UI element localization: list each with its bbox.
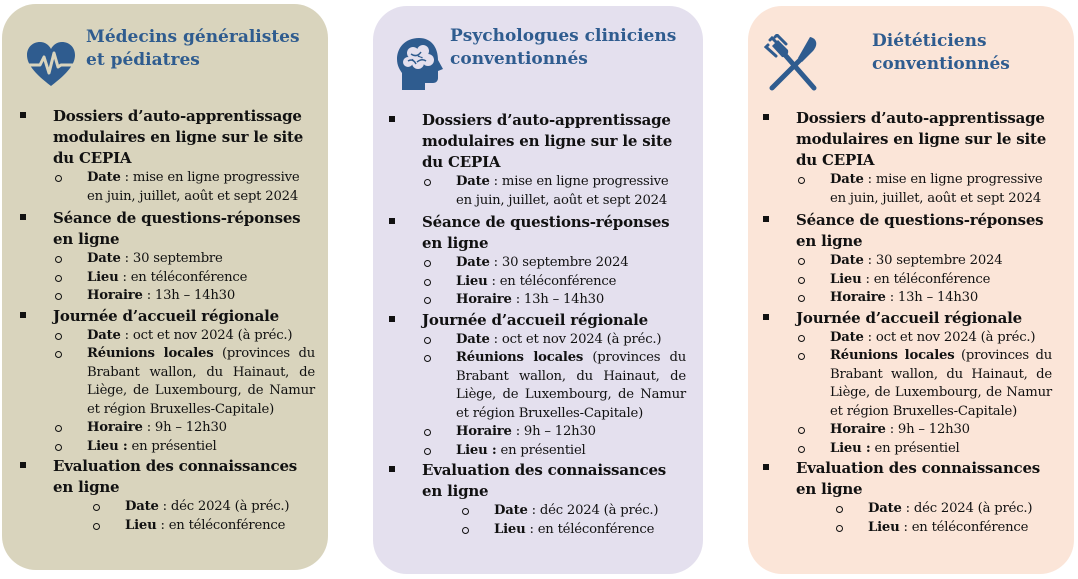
sub-value: en présentiel xyxy=(496,442,586,458)
item-title: Dossiers d’auto-apprentissage modulaires en ligne sur le site du CEPIA xyxy=(796,109,1047,169)
square-bullet-icon xyxy=(389,466,395,472)
circle-bullet-icon xyxy=(93,504,100,511)
circle-bullet-icon xyxy=(55,333,62,340)
sub-key: Date xyxy=(456,255,490,270)
sub-item xyxy=(422,273,686,292)
heart-pulse-icon xyxy=(24,38,78,92)
sub-value: : oct et nov 2024 (à préc.) xyxy=(120,327,293,343)
sub-value: : 13h – 14h30 xyxy=(511,292,605,307)
sub-item xyxy=(422,502,686,521)
sub-value: : en téléconférence xyxy=(525,521,655,537)
square-bullet-icon xyxy=(20,112,26,118)
square-bullet-icon xyxy=(20,312,26,318)
list-item xyxy=(53,306,315,327)
sub-key: Horaire xyxy=(456,424,512,439)
item-title: Evaluation des connaissances en ligne xyxy=(53,457,298,496)
sub-value: : 13h – 14h30 xyxy=(142,288,236,303)
sub-item xyxy=(53,269,315,288)
sub-item xyxy=(796,271,1052,290)
circle-bullet-icon xyxy=(462,527,469,534)
sub-key: Lieu xyxy=(125,517,157,533)
list-item xyxy=(53,208,315,250)
sub-item xyxy=(422,349,686,423)
sub-value: : 30 septembre 2024 xyxy=(863,253,1003,268)
square-bullet-icon xyxy=(389,218,395,224)
circle-bullet-icon xyxy=(424,355,431,362)
square-bullet-icon xyxy=(763,464,769,470)
sub-item xyxy=(796,519,1052,538)
sub-key: Réunions locales xyxy=(87,346,214,361)
sub-key: Lieu xyxy=(456,273,488,289)
square-bullet-icon xyxy=(763,314,769,320)
circle-bullet-icon xyxy=(55,175,62,182)
brain-head-icon xyxy=(393,36,447,90)
sub-item xyxy=(53,327,315,346)
circle-bullet-icon xyxy=(55,275,62,282)
circle-bullet-icon xyxy=(798,258,805,265)
card-header xyxy=(2,4,328,94)
circle-bullet-icon xyxy=(798,177,805,184)
card-medecins xyxy=(2,4,328,570)
sub-key: Lieu : xyxy=(456,442,497,458)
item-title: Evaluation des connaissances en ligne xyxy=(796,459,1041,498)
sub-value: : en téléconférence xyxy=(899,519,1029,535)
sub-key: Date xyxy=(494,503,528,518)
circle-bullet-icon xyxy=(424,448,431,455)
sub-item xyxy=(796,421,1052,440)
sub-key: Réunions locales xyxy=(456,350,584,365)
sub-value: : 9h – 12h30 xyxy=(142,420,227,435)
sub-key: Date xyxy=(456,174,490,189)
item-title: Dossiers d’auto-apprentissage modulaires en ligne sur le site du CEPIA xyxy=(53,107,304,167)
sub-value: (provinces du Brabant wallon, du Hainaut, de Liège, de Luxembourg, de Namur et région Bruxelles-Capitale) xyxy=(456,350,686,421)
sub-value: : déc 2024 (à préc.) xyxy=(901,501,1033,516)
list-item xyxy=(422,212,686,254)
circle-bullet-icon xyxy=(424,279,431,286)
sub-item xyxy=(422,254,686,273)
sub-value: : 9h – 12h30 xyxy=(511,424,596,439)
sub-value: : 13h – 14h30 xyxy=(885,290,979,305)
sub-item xyxy=(796,500,1052,519)
circle-bullet-icon xyxy=(462,508,469,515)
list-item xyxy=(796,210,1052,252)
sub-key: Horaire xyxy=(830,290,886,305)
sub-item xyxy=(796,289,1052,308)
sub-item xyxy=(796,347,1052,421)
sub-key: Horaire xyxy=(830,422,886,437)
list-item xyxy=(422,110,686,173)
sub-value: : en téléconférence xyxy=(118,269,248,285)
sub-item xyxy=(53,438,315,457)
sub-value: : en téléconférence xyxy=(861,271,991,287)
sub-value: : 9h – 12h30 xyxy=(885,422,970,437)
card-body xyxy=(796,108,1052,537)
card-body xyxy=(422,110,686,539)
card-title: Médecins généralistes et pédiatres xyxy=(86,27,300,70)
list-item xyxy=(53,106,315,169)
circle-bullet-icon xyxy=(836,525,843,532)
sub-key: Lieu xyxy=(868,519,900,535)
sub-value: (provinces du Brabant wallon, du Hainaut, de Liège, de Luxembourg, de Namur et région Bruxelles-Capitale) xyxy=(830,348,1052,419)
circle-bullet-icon xyxy=(424,297,431,304)
circle-bullet-icon xyxy=(798,295,805,302)
sub-value: : en téléconférence xyxy=(156,517,286,533)
circle-bullet-icon xyxy=(798,277,805,284)
sub-item xyxy=(53,498,315,517)
sub-key: Date xyxy=(87,327,121,343)
item-title: Dossiers d’auto-apprentissage modulaires en ligne sur le site du CEPIA xyxy=(422,111,673,171)
sub-item xyxy=(422,423,686,442)
sub-item xyxy=(53,169,315,206)
square-bullet-icon xyxy=(389,116,395,122)
circle-bullet-icon xyxy=(424,260,431,267)
list-item xyxy=(422,460,686,502)
sub-item xyxy=(422,442,686,461)
sub-item xyxy=(422,291,686,310)
sub-value: : mise en ligne progressive en juin, juillet, août et sept 2024 xyxy=(456,174,669,208)
sub-key: Date xyxy=(830,329,864,345)
circle-bullet-icon xyxy=(55,351,62,358)
list-item xyxy=(796,308,1052,329)
sub-key: Lieu xyxy=(494,521,526,537)
circle-bullet-icon xyxy=(424,179,431,186)
item-title: Séance de questions-réponses en ligne xyxy=(53,209,301,248)
sub-key: Lieu : xyxy=(87,438,128,454)
circle-bullet-icon xyxy=(424,429,431,436)
item-title: Journée d’accueil régionale xyxy=(422,310,648,329)
sub-key: Lieu xyxy=(87,269,119,285)
item-title: Séance de questions-réponses en ligne xyxy=(422,213,670,252)
circle-bullet-icon xyxy=(55,293,62,300)
list-item xyxy=(796,458,1052,500)
sub-value: en présentiel xyxy=(127,438,217,454)
square-bullet-icon xyxy=(20,214,26,220)
sub-key: Date xyxy=(830,172,864,187)
sub-key: Réunions locales xyxy=(830,348,955,363)
list-item xyxy=(53,456,315,498)
sub-key: Date xyxy=(868,501,902,516)
sub-value: en présentiel xyxy=(870,440,960,456)
square-bullet-icon xyxy=(763,114,769,120)
item-title: Journée d’accueil régionale xyxy=(53,306,279,325)
sub-key: Lieu : xyxy=(830,440,871,456)
sub-item xyxy=(796,171,1052,208)
sub-item xyxy=(53,517,315,536)
circle-bullet-icon xyxy=(55,425,62,432)
sub-value: : oct et nov 2024 (à préc.) xyxy=(863,329,1036,345)
sub-key: Horaire xyxy=(87,420,143,435)
sub-value: : déc 2024 (à préc.) xyxy=(158,499,290,514)
card-psychologues xyxy=(373,6,703,574)
sub-value: : 30 septembre 2024 xyxy=(489,255,629,270)
sub-value: : en téléconférence xyxy=(487,273,617,289)
sub-item xyxy=(53,250,315,269)
sub-item xyxy=(422,173,686,210)
fork-knife-icon xyxy=(764,34,818,88)
sub-key: Date xyxy=(87,251,121,266)
list-item xyxy=(796,108,1052,171)
sub-item xyxy=(796,440,1052,459)
sub-item xyxy=(796,252,1052,271)
circle-bullet-icon xyxy=(798,353,805,360)
sub-key: Lieu xyxy=(830,271,862,287)
sub-value: : oct et nov 2024 (à préc.) xyxy=(489,331,662,347)
item-title: Evaluation des connaissances en ligne xyxy=(422,461,667,500)
square-bullet-icon xyxy=(389,316,395,322)
square-bullet-icon xyxy=(763,216,769,222)
circle-bullet-icon xyxy=(424,337,431,344)
sub-item xyxy=(53,419,315,438)
card-dieteticiens xyxy=(748,6,1074,574)
sub-value: : mise en ligne progressive en juin, juillet, août et sept 2024 xyxy=(87,170,300,204)
item-title: Séance de questions-réponses en ligne xyxy=(796,211,1044,250)
sub-key: Date xyxy=(456,331,490,347)
circle-bullet-icon xyxy=(55,444,62,451)
list-item xyxy=(422,310,686,331)
sub-item xyxy=(796,329,1052,348)
card-title: Psychologues cliniciens conventionnés xyxy=(450,26,677,69)
sub-value: : mise en ligne progressive en juin, juillet, août et sept 2024 xyxy=(830,172,1043,206)
sub-key: Horaire xyxy=(456,292,512,307)
sub-item xyxy=(422,331,686,350)
card-title: Diététiciens conventionnés xyxy=(872,31,1010,74)
circle-bullet-icon xyxy=(93,523,100,530)
sub-key: Horaire xyxy=(87,288,143,303)
square-bullet-icon xyxy=(20,462,26,468)
card-header xyxy=(748,6,1074,96)
circle-bullet-icon xyxy=(798,335,805,342)
sub-value: : déc 2024 (à préc.) xyxy=(527,503,659,518)
sub-key: Date xyxy=(830,253,864,268)
circle-bullet-icon xyxy=(798,427,805,434)
circle-bullet-icon xyxy=(798,446,805,453)
sub-item xyxy=(53,345,315,419)
circle-bullet-icon xyxy=(836,506,843,513)
sub-value: : 30 septembre xyxy=(120,251,223,266)
card-header xyxy=(373,6,703,96)
sub-value: (provinces du Brabant wallon, du Hainaut, de Liège, de Luxembourg, de Namur et région Bruxelles-Capitale) xyxy=(87,346,315,417)
sub-item xyxy=(53,287,315,306)
card-body xyxy=(53,106,315,535)
item-title: Journée d’accueil régionale xyxy=(796,308,1022,327)
sub-key: Date xyxy=(125,499,159,514)
sub-key: Date xyxy=(87,170,121,185)
sub-item xyxy=(422,521,686,540)
circle-bullet-icon xyxy=(55,256,62,263)
